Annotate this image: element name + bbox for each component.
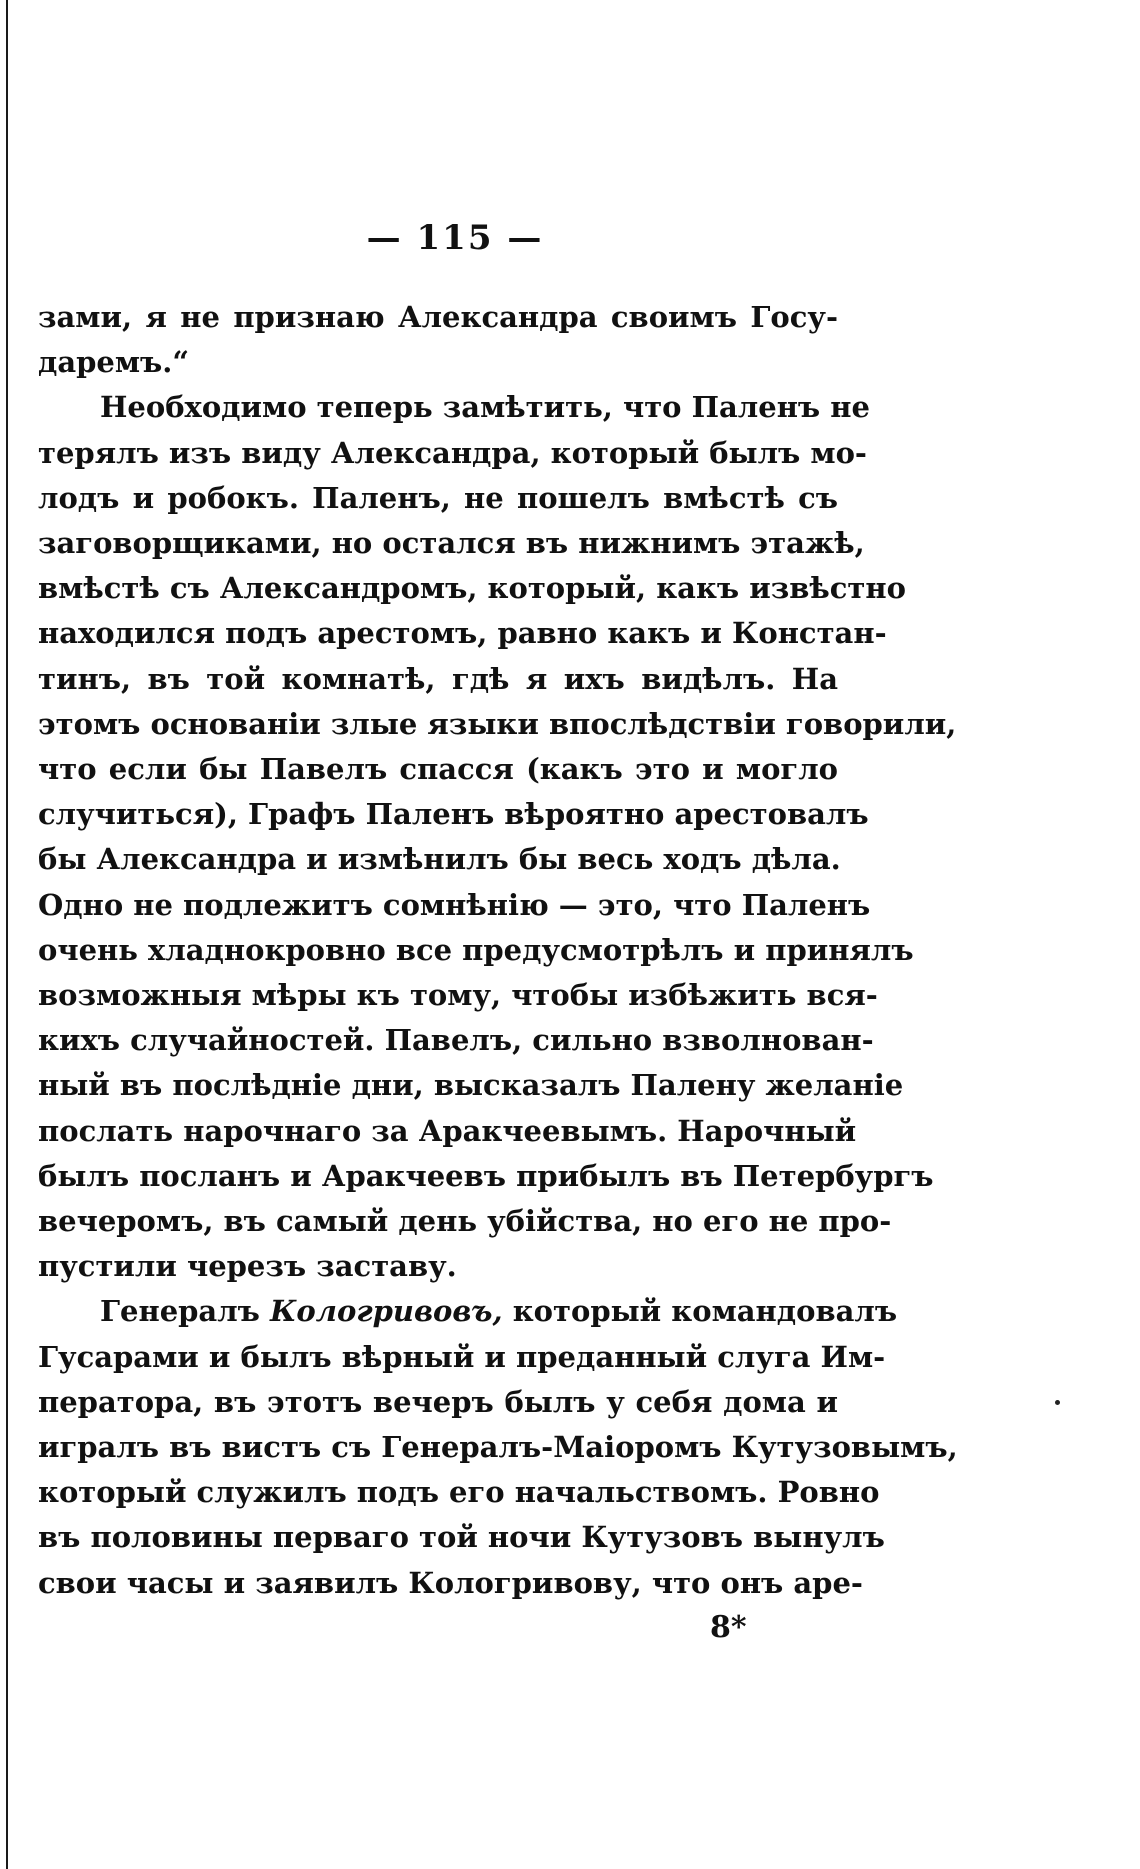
italic-name: Кологривовъ, xyxy=(270,1294,503,1329)
text-line: ный въ послѣдніе дни, высказалъ Палену желаніе xyxy=(38,1068,904,1103)
text-line: ператора, въ этотъ вечеръ былъ у себя дома и xyxy=(38,1384,838,1419)
text-line: заговорщиками, но остался въ нижнимъ этажѣ, xyxy=(38,526,865,561)
text-line: возможныя мѣры къ тому, чтобы избѣжить вся- xyxy=(38,978,878,1013)
text-line: былъ посланъ и Аракчеевъ прибылъ въ Петербургъ xyxy=(38,1158,934,1193)
text-line: Необходимо теперь замѣтить, что Паленъ не xyxy=(100,390,870,425)
text-line-mixed xyxy=(38,1289,898,1334)
text-line: кихъ случайностей. Павелъ, сильно взволнован- xyxy=(38,1023,874,1058)
text-line: послать нарочнаго за Аракчеевымъ. Нарочный xyxy=(38,1113,857,1148)
text-line: вечеромъ, въ самый день убійства, но его не про- xyxy=(38,1204,892,1239)
text-fragment: который командовалъ xyxy=(512,1294,898,1329)
text-fragment: Генералъ xyxy=(100,1294,260,1329)
text-line: игралъ въ вистъ съ Генералъ-Маіоромъ Кутузовымъ, xyxy=(38,1430,958,1465)
text-line: тинъ, въ той комнатѣ, гдѣ я ихъ видѣлъ. На xyxy=(38,661,838,696)
text-line: терялъ изъ виду Александра, который былъ мо- xyxy=(38,435,867,470)
text-line: въ половины перваго той ночи Кутузовъ вынулъ xyxy=(38,1520,885,1555)
text-line: Одно не подлежитъ сомнѣнію — это, что Паленъ xyxy=(38,887,871,922)
text-line: случиться), Графъ Паленъ вѣроятно арестовалъ xyxy=(38,797,869,832)
text-line: Гусарами и былъ вѣрный и преданный слуга Им- xyxy=(38,1339,886,1374)
text-line: зами, я не признаю Александра своимъ Госу- xyxy=(38,300,838,334)
text-line: этомъ основаніи злые языки впослѣдствіи говорили, xyxy=(38,706,957,741)
text-line: находился подъ арестомъ, равно какъ и Констан- xyxy=(38,616,887,651)
page-edge-line xyxy=(6,0,8,1869)
text-line: что если бы Павелъ спасся (какъ это и могло xyxy=(38,752,838,787)
text-line: который служилъ подъ его начальствомъ. Ровно xyxy=(38,1475,880,1510)
page-number: — 115 — xyxy=(366,218,544,258)
text-line: пустили черезъ заставу. xyxy=(38,1249,457,1284)
signature-mark: 8* xyxy=(710,1610,747,1645)
text-line: бы Александра и измѣнилъ бы весь ходъ дѣла. xyxy=(38,842,841,877)
text-line: лодъ и робокъ. Паленъ, не пошелъ вмѣстѣ съ xyxy=(38,480,838,515)
text-line: очень хладнокровно все предусмотрѣлъ и принялъ xyxy=(38,932,914,967)
ink-dot xyxy=(1055,1400,1060,1405)
text-line: вмѣстѣ съ Александромъ, который, какъ извѣстно xyxy=(38,571,906,606)
text-line: свои часы и заявилъ Кологривову, что онъ аре- xyxy=(38,1565,863,1600)
text-body xyxy=(38,295,958,1606)
text-line: даремъ.“ xyxy=(38,345,190,380)
